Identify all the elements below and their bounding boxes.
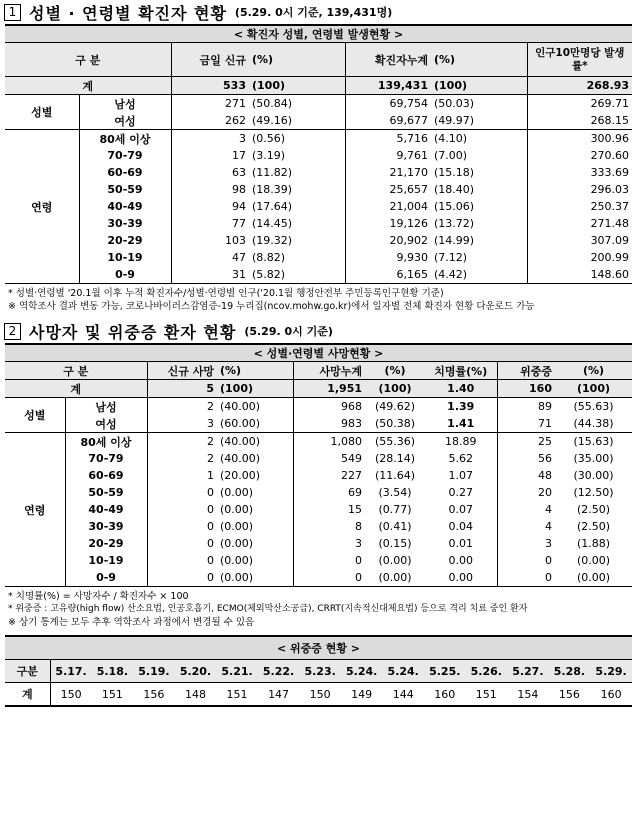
table-row: [5, 215, 632, 232]
cell-severe: 4: [545, 520, 552, 533]
cell-cum-pct: (0.41): [378, 520, 412, 533]
cell-cum-pct: (7.12): [431, 249, 527, 266]
cell-cum: 1,080: [330, 435, 362, 448]
cell-severe-pct: (1.88): [576, 537, 611, 550]
cell-severe-pct: (44.38): [555, 415, 632, 433]
row-label: 80세 이상: [79, 130, 171, 148]
row-label: 50-59: [79, 181, 171, 198]
timeline-value: 150: [50, 683, 92, 707]
table-row: [5, 415, 632, 433]
cell-cum: 6,165: [345, 266, 431, 284]
timeline-date: 5.27.: [507, 660, 549, 683]
cell-new-pct: (0.00): [217, 535, 293, 552]
timeline-date: 5.23.: [299, 660, 341, 683]
cell-new: 17: [232, 149, 246, 162]
row-label: 70-79: [79, 147, 171, 164]
cell-severe-pct: (0.00): [576, 554, 611, 567]
timeline-value: 147: [258, 683, 300, 707]
cell-fatality: 0.01: [425, 535, 497, 552]
total-new-pct: (100): [217, 380, 293, 398]
cell-cum: 15: [348, 503, 362, 516]
total-rate: 268.93: [527, 77, 632, 95]
row-group-label: 성별: [5, 95, 79, 130]
cell-fatality: 1.39: [425, 398, 497, 416]
cell-new-pct: (40.00): [217, 398, 293, 416]
cell-new: 2: [207, 452, 214, 465]
timeline-date: 5.24.: [341, 660, 383, 683]
cell-new-pct: (40.00): [217, 433, 293, 451]
col-header-cum-pct: (%): [365, 362, 425, 380]
cell-severe-pct: (2.50): [576, 520, 611, 533]
cell-cum-pct: (15.06): [431, 198, 527, 215]
cell-new-pct: (60.00): [217, 415, 293, 433]
col-header-fatality: 치명률(%): [425, 362, 497, 380]
cell-cum: 20,902: [389, 234, 428, 247]
cell-rate: 270.60: [590, 149, 630, 162]
total-new: 533: [171, 77, 249, 95]
row-label: 여성: [79, 112, 171, 130]
total-fatality: 1.40: [425, 380, 497, 398]
section2-title: 사망자 및 위중증 환자 현황: [29, 322, 237, 342]
timeline-value: 150: [299, 683, 341, 707]
cell-cum-pct: (4.42): [431, 266, 527, 284]
cell-new-pct: (3.19): [249, 147, 345, 164]
cell-new-pct: (18.39): [249, 181, 345, 198]
cell-new-pct: (19.32): [249, 232, 345, 249]
cell-cum: 549: [341, 452, 362, 465]
table-row: [5, 130, 632, 148]
cell-severe-pct: (12.50): [573, 486, 614, 499]
timeline-value: 148: [175, 683, 217, 707]
timeline-value: 156: [549, 683, 591, 707]
row-label: 0-9: [79, 266, 171, 284]
cell-severe: 3: [545, 537, 552, 550]
cell-cum-pct: (0.77): [378, 503, 412, 516]
cell-new: 0: [207, 554, 214, 567]
row-label: 0-9: [65, 569, 147, 587]
cell-new: 31: [171, 266, 249, 284]
col-header-cumulative: 확진자누계: [345, 43, 431, 77]
total-label: 계: [5, 77, 171, 95]
cell-cum-pct: (13.72): [431, 215, 527, 232]
cell-severe: 0: [497, 569, 555, 587]
cell-fatality: 0.04: [425, 518, 497, 535]
total-new-pct: (100): [249, 77, 345, 95]
cell-cum-pct: (49.97): [431, 112, 527, 130]
section2-subtitle: (5.29. 0시 기준): [244, 325, 333, 338]
cell-new: 262: [171, 112, 249, 130]
timeline-value: 160: [590, 683, 632, 707]
cell-severe: 25: [538, 435, 552, 448]
cell-severe-pct: (30.00): [573, 469, 614, 482]
cell-new-pct: (20.00): [217, 467, 293, 484]
row-group-label: 연령: [5, 130, 79, 284]
timeline-total-label: 계: [5, 683, 50, 707]
cell-new-pct: (0.00): [217, 484, 293, 501]
cell-rate: 269.71: [590, 97, 630, 110]
row-label: 여성: [65, 415, 147, 433]
cell-cum: 227: [341, 469, 362, 482]
table-row: [5, 181, 632, 198]
cell-cum-pct: (15.18): [431, 164, 527, 181]
cell-cum-pct: (49.62): [374, 400, 416, 413]
table-row: [5, 398, 632, 416]
total-severe: 160: [497, 380, 555, 398]
table-row: [5, 232, 632, 249]
cell-severe-pct: (15.63): [573, 435, 614, 448]
cell-new-pct: (8.82): [249, 249, 345, 266]
confirmed-cases-table: [5, 24, 632, 284]
timeline-value: 154: [507, 683, 549, 707]
cell-new-pct: (40.00): [217, 450, 293, 467]
col-header-severe-pct: (%): [555, 362, 632, 380]
cell-new-pct: (0.00): [217, 518, 293, 535]
cell-cum-pct: (0.00): [365, 569, 425, 587]
cell-new: 94: [232, 200, 246, 213]
cell-rate: 296.03: [590, 183, 630, 196]
table-caption: < 확진자 성별, 연령별 발생현황 >: [5, 25, 632, 43]
cell-severe: 20: [538, 486, 552, 499]
row-label: 30-39: [65, 518, 147, 535]
cell-cum: 5,716: [396, 132, 428, 145]
timeline-value: 149: [341, 683, 383, 707]
row-group-label: 성별: [5, 398, 65, 433]
row-label: 남성: [79, 95, 171, 113]
total-cum-pct: (100): [365, 380, 425, 398]
timeline-value: 156: [133, 683, 175, 707]
cell-cum: 69,677: [345, 112, 431, 130]
col-header-new-pct: (%): [249, 43, 345, 77]
row-label: 50-59: [65, 484, 147, 501]
cell-cum: 0: [355, 554, 362, 567]
section2-number: 2: [4, 323, 21, 340]
timeline-value: 151: [466, 683, 508, 707]
total-cum-pct: (100): [431, 77, 527, 95]
cell-new: 3: [147, 415, 217, 433]
cell-cum-pct: (55.36): [374, 435, 416, 448]
table-row: [5, 266, 632, 284]
col-header-severe: 위중증: [497, 362, 555, 380]
note-line: ※ 역학조사 결과 변동 가능, 코로나바이러스감염증-19 누리집(ncov.mohw.go.kr)에서 일자별 전체 확진자 현황 다운로드 가능: [8, 301, 535, 312]
row-label: 60-69: [79, 164, 171, 181]
cell-cum: 8: [355, 520, 362, 533]
table-row: [5, 569, 632, 587]
cell-cum-pct: (14.99): [431, 232, 527, 249]
row-label: 10-19: [79, 249, 171, 266]
col-header-cum-pct: (%): [431, 43, 527, 77]
timeline-value: 144: [382, 683, 424, 707]
timeline-date: 5.17.: [50, 660, 92, 683]
table-row: [5, 433, 632, 451]
row-label: 70-79: [65, 450, 147, 467]
cell-severe-pct: (0.00): [555, 569, 632, 587]
cell-fatality: 0.00: [425, 552, 497, 569]
table-row: [5, 112, 632, 130]
timeline-date: 5.19.: [133, 660, 175, 683]
table-caption: < 성별·연령별 사망현황 >: [5, 344, 632, 362]
row-label: 40-49: [79, 198, 171, 215]
col-header-new-deaths: 신규 사망: [147, 362, 217, 380]
note-line: * 치명률(%) = 사망자수 / 확진자수 × 100: [8, 591, 189, 602]
table-row: [5, 450, 632, 467]
cell-fatality: 0.27: [425, 484, 497, 501]
cell-new-pct: (14.45): [249, 215, 345, 232]
cell-cum: 0: [293, 569, 365, 587]
note-line: * 성별·연령별 '20.1월 이후 누적 확진자수/성별·연령별 인구('20.1월 행정안전부 주민등록인구현황 기준): [8, 288, 444, 299]
col-header-new: 금일 신규: [171, 43, 249, 77]
section2-header: [0, 319, 637, 343]
timeline-value: 160: [424, 683, 466, 707]
cell-new-pct: (0.56): [249, 130, 345, 148]
cell-fatality: 1.41: [425, 415, 497, 433]
cell-new-pct: (5.82): [249, 266, 345, 284]
cell-new-pct: (11.82): [249, 164, 345, 181]
timeline-date: 5.28.: [549, 660, 591, 683]
timeline-date: 5.29.: [590, 660, 632, 683]
cell-new: 2: [207, 435, 214, 448]
deaths-severe-table: [5, 343, 632, 587]
row-label: 20-29: [65, 535, 147, 552]
cell-new: 2: [207, 400, 214, 413]
timeline-date: 5.22.: [258, 660, 300, 683]
cell-cum: 968: [341, 400, 362, 413]
section2-notes: [0, 587, 637, 629]
cell-fatality: 1.07: [425, 467, 497, 484]
timeline-date: 5.18.: [92, 660, 134, 683]
cell-cum: 3: [355, 537, 362, 550]
cell-fatality: 5.62: [425, 450, 497, 467]
row-label: 남성: [65, 398, 147, 416]
col-header-new-pct: (%): [217, 362, 293, 380]
note-line: * 위중증 : 고유량(high flow) 산소요법, 인공호흡기, ECMO(체외막산소공급), CRRT(지속적신대체요법) 등으로 격리 치료 중인 환자: [8, 604, 528, 614]
total-label: 계: [5, 380, 147, 398]
cell-new: 0: [207, 520, 214, 533]
total-cum: 1,951: [293, 380, 365, 398]
table-row: [5, 484, 632, 501]
cell-rate: 271.48: [590, 217, 630, 230]
cell-severe-pct: (35.00): [573, 452, 614, 465]
cell-new: 63: [232, 166, 246, 179]
table-row: [5, 147, 632, 164]
cell-cum-pct: (7.00): [431, 147, 527, 164]
cell-new-pct: (0.00): [217, 569, 293, 587]
timeline-value: 151: [92, 683, 134, 707]
cell-cum: 9,930: [396, 251, 428, 264]
cell-severe: 0: [545, 554, 552, 567]
table-row: [5, 518, 632, 535]
cell-new-pct: (49.16): [249, 112, 345, 130]
cell-fatality: 0.00: [425, 569, 497, 587]
cell-new-pct: (0.00): [217, 501, 293, 518]
cell-cum: 9,761: [396, 149, 428, 162]
cell-fatality: 18.89: [425, 433, 497, 451]
col-header-group: 구 분: [5, 362, 147, 380]
cell-cum: 19,126: [389, 217, 428, 230]
cell-cum-pct: (3.54): [378, 486, 412, 499]
cell-new: 77: [232, 217, 246, 230]
cell-new: 0: [147, 569, 217, 587]
total-severe-pct: (100): [555, 380, 632, 398]
table-row: [5, 249, 632, 266]
cell-cum-pct: (50.03): [431, 95, 527, 113]
cell-new: 98: [232, 183, 246, 196]
col-header-rate: 인구10만명당 발생률*: [527, 43, 632, 77]
table-row: [5, 164, 632, 181]
cell-rate: 300.96: [590, 132, 630, 145]
table-row: [5, 501, 632, 518]
timeline-date: 5.20.: [175, 660, 217, 683]
cell-cum: 25,657: [389, 183, 428, 196]
table-row: [5, 198, 632, 215]
cell-new: 271: [225, 97, 246, 110]
cell-cum: 21,170: [389, 166, 428, 179]
table-row: [5, 552, 632, 569]
cell-rate: 333.69: [590, 166, 630, 179]
cell-rate: 268.15: [527, 112, 632, 130]
cell-severe: 71: [497, 415, 555, 433]
cell-severe-pct: (55.63): [573, 400, 614, 413]
row-group-label: 연령: [5, 433, 65, 587]
row-label: 10-19: [65, 552, 147, 569]
cell-severe-pct: (2.50): [576, 503, 611, 516]
row-label: 30-39: [79, 215, 171, 232]
timeline-value: 151: [216, 683, 258, 707]
cell-rate: 200.99: [590, 251, 630, 264]
cell-severe: 4: [545, 503, 552, 516]
table-caption: < 위중증 현황 >: [5, 636, 632, 660]
total-cum: 139,431: [345, 77, 431, 95]
cell-cum-pct: (0.00): [378, 554, 412, 567]
table-row: [5, 535, 632, 552]
table-row: [5, 467, 632, 484]
col-header-cum-deaths: 사망누계: [293, 362, 365, 380]
cell-new: 0: [207, 503, 214, 516]
cell-cum-pct: (28.14): [374, 452, 416, 465]
cell-severe: 48: [538, 469, 552, 482]
row-label: 20-29: [79, 232, 171, 249]
cell-cum: 983: [293, 415, 365, 433]
section1-header: [0, 0, 637, 24]
cell-new: 3: [239, 132, 246, 145]
cell-new: 47: [232, 251, 246, 264]
row-label: 40-49: [65, 501, 147, 518]
cell-new-pct: (17.64): [249, 198, 345, 215]
timeline-date: 5.26.: [466, 660, 508, 683]
table-row: [5, 95, 632, 113]
cell-cum: 69: [348, 486, 362, 499]
cell-severe: 56: [538, 452, 552, 465]
cell-rate: 250.37: [590, 200, 630, 213]
timeline-row-header: 구분: [5, 660, 50, 683]
cell-new: 1: [207, 469, 214, 482]
cell-cum-pct: (0.15): [378, 537, 412, 550]
cell-new: 0: [207, 537, 214, 550]
timeline-date: 5.21.: [216, 660, 258, 683]
timeline-date: 5.25.: [424, 660, 466, 683]
severe-timeline-table: [5, 635, 632, 707]
section1-subtitle: (5.29. 0시 기준, 139,431명): [234, 6, 393, 19]
row-label: 60-69: [65, 467, 147, 484]
cell-cum: 69,754: [389, 97, 428, 110]
cell-new: 0: [207, 486, 214, 499]
cell-fatality: 0.07: [425, 501, 497, 518]
cell-rate: 307.09: [590, 234, 630, 247]
cell-cum-pct: (4.10): [431, 130, 527, 148]
cell-cum: 21,004: [389, 200, 428, 213]
note-line: ※ 상기 통계는 모두 추후 역학조사 과정에서 변경될 수 있음: [8, 617, 255, 628]
section1-title: 성별 · 연령별 확진자 현황: [29, 3, 227, 23]
row-label: 80세 이상: [65, 433, 147, 451]
cell-new-pct: (50.84): [249, 95, 345, 113]
cell-cum-pct: (11.64): [374, 469, 416, 482]
section1-notes: [0, 284, 637, 313]
cell-cum-pct: (50.38): [365, 415, 425, 433]
cell-severe: 89: [538, 400, 552, 413]
section1-number: 1: [4, 4, 21, 21]
total-new: 5: [147, 380, 217, 398]
col-header-group: 구 분: [5, 43, 171, 77]
cell-rate: 148.60: [527, 266, 632, 284]
timeline-date: 5.24.: [382, 660, 424, 683]
cell-cum-pct: (18.40): [431, 181, 527, 198]
cell-new: 103: [225, 234, 246, 247]
cell-new-pct: (0.00): [217, 552, 293, 569]
